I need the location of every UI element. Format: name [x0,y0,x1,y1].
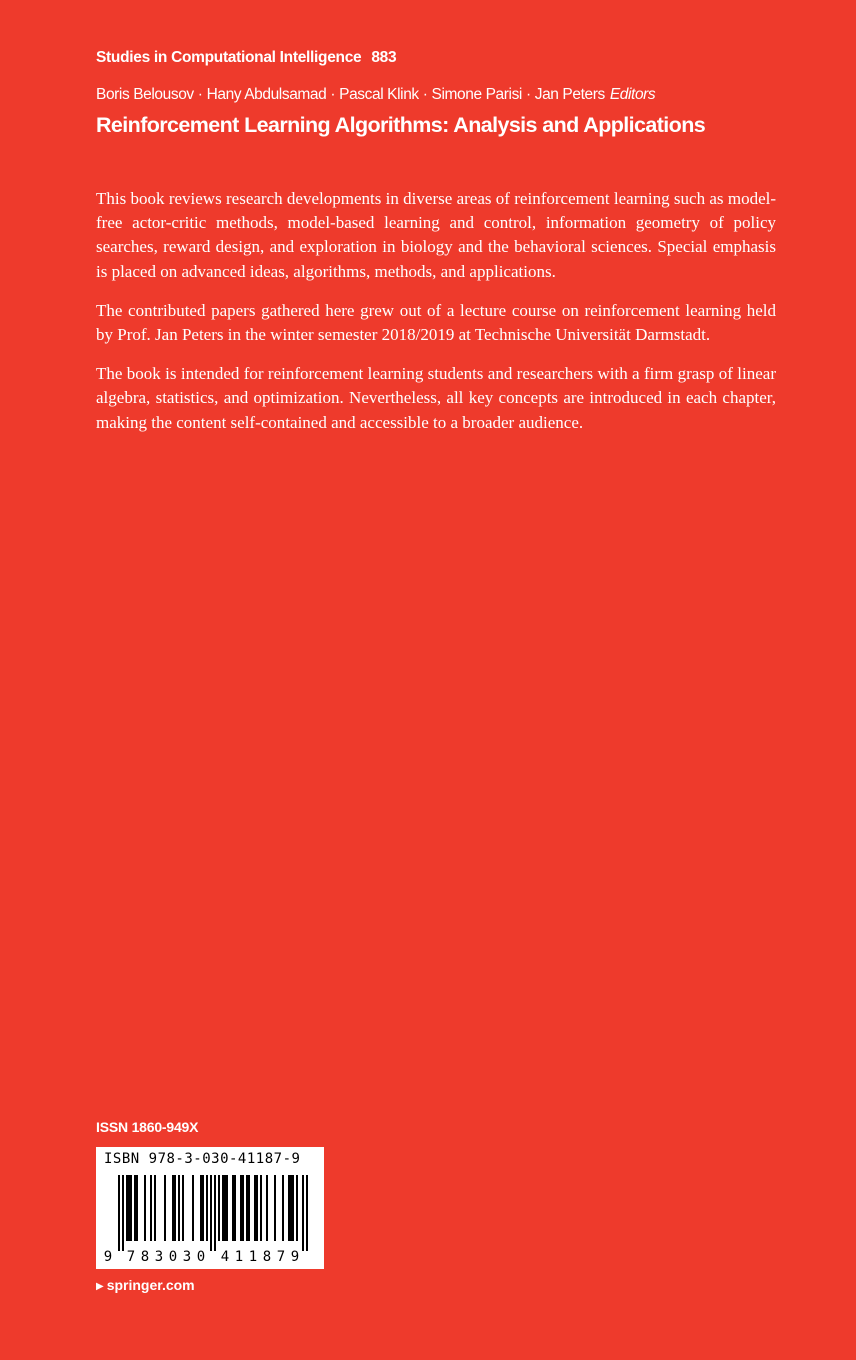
series-line [96,49,396,67]
barcode-bar [224,1175,226,1241]
barcode-bar [222,1175,224,1241]
barcode-bar [126,1175,128,1241]
barcode-bar [210,1175,212,1251]
barcode-bar [256,1175,258,1241]
isbn-barcode [96,1147,324,1269]
barcode-digit: 8 [140,1249,150,1265]
editor-separator: · [197,86,203,103]
barcode-bar [214,1175,216,1251]
description-paragraph: This book reviews research developments in diverse areas of reinforcement learning such as model-free actor-critic methods, model-based learning and control, information geometry of policy searches, reward design, and exploration in biology and the behavioral sciences. Special emphasis is placed on advanced ideas, algorithms, methods, and applications. [96,189,776,281]
barcode-bar [122,1175,124,1251]
barcode-bar [218,1175,220,1241]
barcode-bar [260,1175,262,1241]
barcode-bar [154,1175,156,1241]
barcode-bar [296,1175,298,1241]
editors-role: Editors [609,86,656,103]
barcode-digit: 9 [290,1249,300,1265]
barcode-bar [240,1175,242,1241]
barcode-bar [254,1175,256,1241]
barcode-digit: 9 [103,1249,113,1265]
barcode-bar [178,1175,180,1241]
barcode-digit: 3 [154,1249,164,1265]
barcode-bar [130,1175,132,1241]
barcode-bar [234,1175,236,1241]
barcode-digit: 7 [276,1249,286,1265]
barcode-bar [266,1175,268,1241]
barcode-bar [118,1175,120,1251]
barcode-bar [134,1175,136,1241]
barcode-bar [290,1175,292,1241]
editor-separator: · [525,86,531,103]
barcode-digit: 7 [126,1249,136,1265]
barcode-digit: 0 [168,1249,178,1265]
editor-name: Simone Parisi [431,86,522,103]
barcode-bar [248,1175,250,1241]
editor-name: Jan Peters [534,86,605,103]
barcode-bar [128,1175,130,1241]
barcode-bar [206,1175,208,1241]
editor-name: Pascal Klink [339,86,419,103]
editor-name: Boris Belousov [96,86,194,103]
barcode-bar [192,1175,194,1241]
barcode-bar [282,1175,284,1241]
description-paragraph: The book is intended for reinforcement learning students and researchers with a firm grasp of linear algebra, statistics, and optimization. Nevertheless, all key concepts are introduced in each chapter, making the content self-contained and accessible to a broader audience. [96,364,776,432]
barcode-bar [292,1175,294,1241]
barcode-bar [150,1175,152,1241]
barcode-bar [302,1175,304,1251]
barcode-bar [172,1175,174,1241]
barcode-digit: 0 [196,1249,206,1265]
series-volume: 883 [371,49,397,66]
barcode-bar [306,1175,308,1251]
springer-url: springer.com [106,1277,195,1293]
barcode-bar [232,1175,234,1241]
isbn-label: ISBN 978-3-030-41187-9 [104,1151,301,1167]
barcode-bar [202,1175,204,1241]
barcode-digit: 1 [248,1249,258,1265]
book-description [96,187,776,450]
editor-separator: · [422,86,428,103]
barcode-bar [174,1175,176,1241]
barcode-bar [200,1175,202,1241]
barcode-bar [182,1175,184,1241]
barcode-digit: 3 [182,1249,192,1265]
editor-name: Hany Abdulsamad [206,86,327,103]
series-name: Studies in Computational Intelligence [96,49,362,66]
issn-number: ISSN 1860-949X [96,1119,199,1135]
editor-separator: · [330,86,336,103]
barcode-bar [246,1175,248,1241]
barcode-bar [164,1175,166,1241]
book-title: Reinforcement Learning Algorithms: Analysis and Applications [96,113,706,137]
triangle-right-icon: ▶ [96,1281,104,1292]
barcode-image [96,1173,324,1269]
barcode-bar [226,1175,228,1241]
barcode-bar [136,1175,138,1241]
barcode-bar [144,1175,146,1241]
barcode-digit: 8 [262,1249,272,1265]
springer-link[interactable] [96,1277,195,1293]
barcode-bar [242,1175,244,1241]
barcode-digit: 1 [234,1249,244,1265]
editors-line [96,86,655,104]
barcode-bar [288,1175,290,1241]
barcode-digit: 4 [220,1249,230,1265]
barcode-bar [274,1175,276,1241]
description-paragraph: The contributed papers gathered here grew out of a lecture course on reinforcement learning held by Prof. Jan Peters in the winter semester 2018/2019 at Technische Universität Darmstadt. [96,300,776,345]
